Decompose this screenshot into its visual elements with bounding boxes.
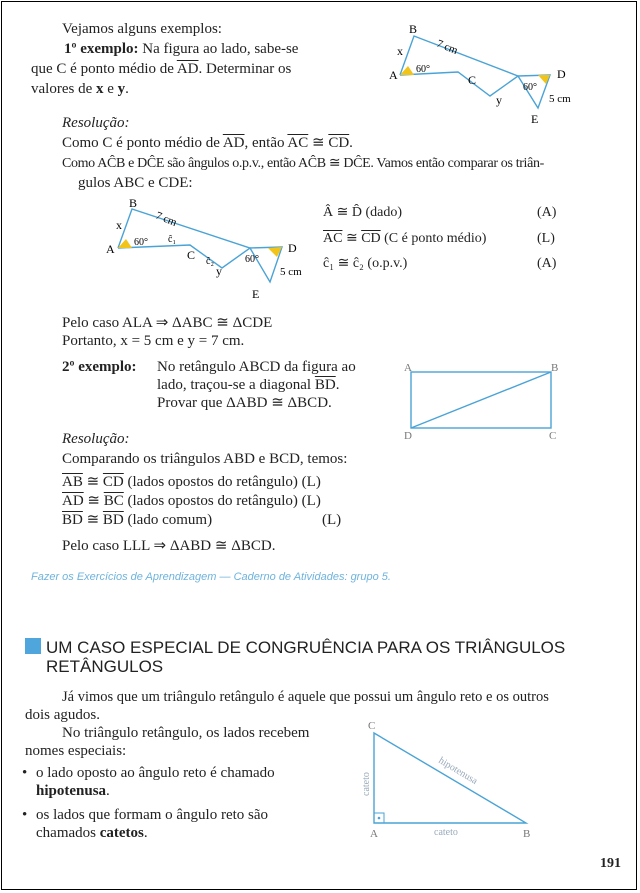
b1-period: . bbox=[106, 783, 110, 799]
fig1-angle-a: 60° bbox=[416, 64, 430, 75]
fig1-angle-d: 60° bbox=[523, 82, 537, 93]
row1-text: (lados opostos do retângulo) (L) bbox=[123, 474, 321, 490]
ex2-t2: . bbox=[335, 377, 340, 393]
resolution2-row3-tag: (L) bbox=[322, 512, 342, 528]
conclusion1-line1: Pelo caso ALA ⇒ ΔABC ≅ ΔCDE bbox=[62, 315, 273, 331]
b2-period: . bbox=[143, 825, 148, 841]
bullet-1-line2 bbox=[36, 782, 110, 801]
bullet-2-line1: os lados que formam o ângulo reto são bbox=[36, 807, 269, 823]
row1-seg-cd: $\overline{CD}$ bbox=[102, 474, 124, 490]
triangles-figure-1 bbox=[378, 22, 588, 132]
fig2-label-a: A bbox=[106, 242, 115, 256]
fig1-label-5cm: 5 cm bbox=[549, 93, 571, 105]
fig3-label-a: A bbox=[404, 362, 412, 374]
bullet-2-line2 bbox=[36, 824, 148, 843]
relation-2 bbox=[323, 229, 486, 248]
relation-1-tag: (A) bbox=[537, 205, 557, 220]
term-hipotenusa: hipotenusa bbox=[36, 783, 107, 799]
relation-3: ĉ₁ ≅ ĉ₂ (o.p.v.) bbox=[323, 256, 408, 271]
example1-text2-end: . Determinar os bbox=[198, 61, 292, 77]
res1-seg-ac: $\overline{AC}$ bbox=[287, 135, 309, 151]
section-heading-line2: RETÂNGULOS bbox=[46, 657, 164, 676]
example1-text3: valores de bbox=[31, 81, 96, 97]
fig2-label-y: y bbox=[216, 264, 222, 278]
fig3-label-d: D bbox=[404, 430, 412, 442]
resolution2-row3 bbox=[62, 511, 212, 530]
res1-t2: , então bbox=[244, 135, 288, 151]
fig4-hypotenuse-label: hipotenusa bbox=[436, 755, 480, 787]
conclusion1-line2: Portanto, x = 5 cm e y = 7 cm. bbox=[62, 333, 245, 349]
right-triangle-figure bbox=[360, 718, 540, 844]
row2-cong: ≅ bbox=[83, 493, 104, 509]
fig2-label-7cm: 7 cm bbox=[153, 209, 179, 229]
fig1-label-a: A bbox=[389, 68, 398, 82]
resolution1-title: Resolução: bbox=[62, 115, 130, 131]
conclusion2: Pelo caso LLL ⇒ ΔABD ≅ ΔBCD. bbox=[62, 538, 276, 554]
rel2-seg-ac: $\overline{AC}$ bbox=[323, 231, 343, 246]
exercise-note: Fazer os Exercícios de Aprendizagem — Caderno de Atividades: grupo 5. bbox=[31, 571, 391, 583]
res1-t1: Como C é ponto médio de bbox=[62, 135, 223, 151]
section-p1-line2: dois agudos. bbox=[25, 707, 100, 723]
resolution2-row2 bbox=[62, 492, 321, 511]
resolution2-line1: Comparando os triângulos ABD e BCD, temos: bbox=[62, 451, 348, 467]
row2-seg-ad: $\overline{AD}$ bbox=[62, 493, 84, 509]
relation-3-tag: (A) bbox=[537, 256, 557, 271]
example1-line2 bbox=[31, 60, 291, 79]
fig4-label-b: B bbox=[523, 828, 531, 840]
fig2-label-5cm: 5 cm bbox=[280, 266, 302, 278]
fig1-label-e: E bbox=[531, 112, 539, 126]
res1-seg-cd: $\overline{CD}$ bbox=[328, 135, 350, 151]
row3-seg-bd2: $\overline{BD}$ bbox=[102, 512, 124, 528]
rel2-cong: ≅ bbox=[342, 231, 362, 246]
row2-seg-bc: $\overline{BC}$ bbox=[103, 493, 124, 509]
fig3-label-c: C bbox=[549, 430, 557, 442]
row3-seg-bd: $\overline{BD}$ bbox=[62, 512, 83, 528]
section-square-icon bbox=[25, 638, 41, 654]
section-p1-line1: Já vimos que um triângulo retângulo é aquele que possui um ângulo reto e os outros bbox=[62, 689, 549, 705]
fig2-label-e: E bbox=[252, 287, 260, 301]
triangles-figure-2 bbox=[100, 196, 310, 306]
fig2-label-c: C bbox=[187, 248, 196, 262]
example2-label: 2º exemplo: bbox=[62, 359, 137, 375]
row1-cong: ≅ bbox=[82, 474, 103, 490]
term-catetos: catetos bbox=[99, 825, 144, 841]
relation-1: Â ≅ D̂ (dado) bbox=[323, 205, 402, 220]
fig2-label-x: x bbox=[116, 218, 122, 232]
var-x: x bbox=[95, 81, 104, 97]
row3-cong: ≅ bbox=[82, 512, 103, 528]
example1-line1 bbox=[64, 40, 298, 59]
rel2-text: (C é ponto médio) bbox=[380, 231, 487, 246]
b2-text: chamados bbox=[36, 825, 100, 841]
segment-ad: $\overline{AD}$ bbox=[176, 61, 199, 77]
and-text: e bbox=[103, 81, 118, 97]
fig2-label-b: B bbox=[129, 196, 138, 210]
var-y: y bbox=[117, 81, 126, 97]
fig3-label-b: B bbox=[551, 362, 559, 374]
intro-text: Vejamos alguns exemplos: bbox=[62, 21, 222, 37]
bullet-1-marker: • bbox=[22, 765, 28, 781]
resolution2-title: Resolução: bbox=[62, 431, 130, 447]
fig1-label-c: C bbox=[468, 73, 477, 87]
row2-text: (lados opostos do retângulo) (L) bbox=[123, 493, 321, 509]
section-p2-line1: No triângulo retângulo, os lados recebem bbox=[62, 725, 310, 741]
fig1-label-y: y bbox=[496, 93, 502, 107]
fig1-label-d: D bbox=[557, 67, 566, 81]
example2-line1: No retângulo ABCD da figura ao bbox=[157, 359, 356, 375]
fig2-angle-c1: ĉ₁ bbox=[168, 234, 176, 245]
fig2-angle-c2: ĉ₂ bbox=[206, 256, 214, 267]
period: . bbox=[125, 81, 129, 97]
fig4-label-c: C bbox=[368, 720, 376, 732]
fig1-label-b: B bbox=[409, 22, 418, 36]
row3-text: (lado comum) bbox=[123, 512, 213, 528]
fig4-leg-label-vertical: cateto bbox=[361, 772, 372, 796]
section-p2-line2: nomes especiais: bbox=[25, 743, 127, 759]
example2-line3: Provar que ΔABD ≅ ΔBCD. bbox=[157, 395, 332, 411]
rectangle-figure bbox=[398, 360, 568, 442]
resolution1-line2: Como AĈB e DĈE são ângulos o.p.v., então AĈB ≅ DĈE. Vamos então comparar os triân- bbox=[62, 156, 544, 171]
rel2-seg-cd: $\overline{CD}$ bbox=[361, 231, 381, 246]
res1-seg-ad: $\overline{AD}$ bbox=[222, 135, 245, 151]
fig2-label-d: D bbox=[288, 241, 297, 255]
fig2-angle-a: 60° bbox=[134, 237, 148, 248]
example2-line2 bbox=[157, 376, 339, 395]
bullet-2-marker: • bbox=[22, 807, 28, 823]
example1-text2: que C é ponto médio de bbox=[31, 61, 177, 77]
fig1-label-7cm: 7 cm bbox=[434, 37, 460, 57]
example1-label: 1º exemplo: bbox=[64, 41, 139, 57]
row1-seg-ab: $\overline{AB}$ bbox=[62, 474, 83, 490]
resolution1-line3: gulos ABC e CDE: bbox=[78, 175, 193, 191]
res1-cong: ≅ bbox=[308, 135, 329, 151]
bullet-1-line1: o lado oposto ao ângulo reto é chamado bbox=[36, 765, 275, 781]
resolution1-line1 bbox=[62, 134, 353, 153]
fig4-label-a: A bbox=[370, 828, 378, 840]
example1-line3 bbox=[31, 80, 129, 99]
fig1-label-x: x bbox=[397, 44, 403, 58]
ex2-t1: lado, traçou-se a diagonal bbox=[157, 377, 315, 393]
ex2-seg-bd: $\overline{BD}$ bbox=[314, 377, 336, 393]
section-heading-line1: UM CASO ESPECIAL DE CONGRUÊNCIA PARA OS TRIÂNGULOS bbox=[46, 638, 566, 657]
page-number: 191 bbox=[600, 856, 621, 871]
res1-t3: . bbox=[349, 135, 353, 151]
section-heading bbox=[46, 638, 565, 676]
example1-text1: Na figura ao lado, sabe-se bbox=[142, 41, 299, 57]
relation-2-tag: (L) bbox=[537, 231, 555, 246]
fig4-leg-label-horizontal: cateto bbox=[434, 827, 458, 838]
fig2-angle-d: 60° bbox=[245, 254, 259, 265]
resolution2-row1 bbox=[62, 473, 321, 492]
